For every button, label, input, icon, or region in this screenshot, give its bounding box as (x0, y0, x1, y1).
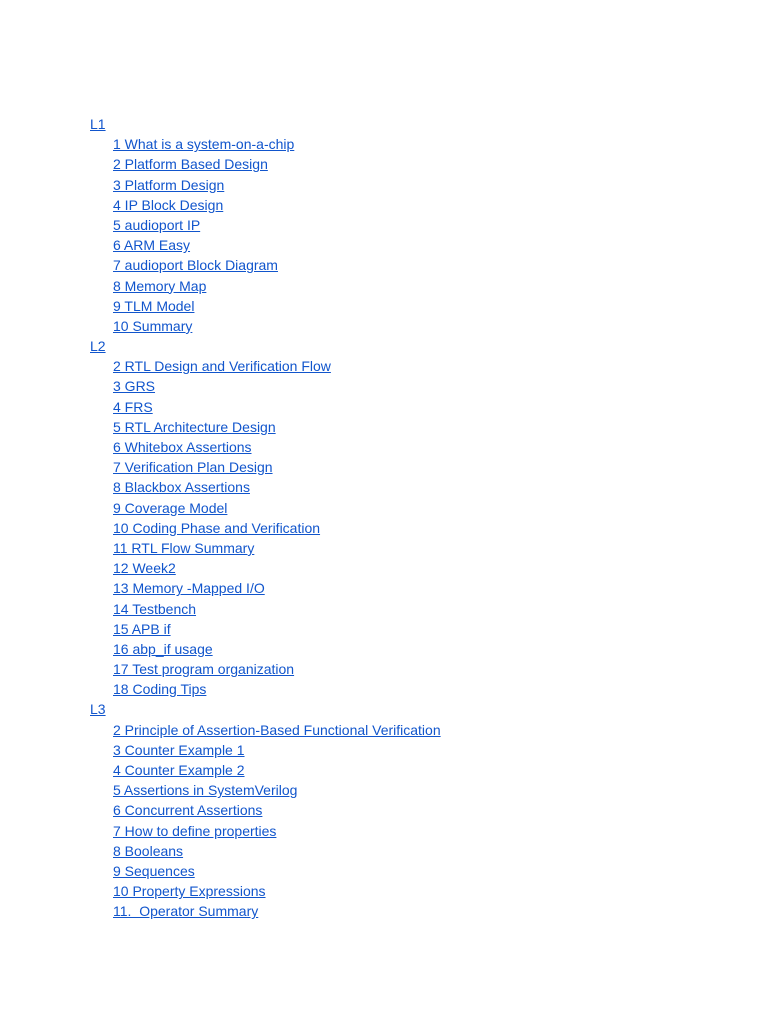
toc-link-item[interactable]: 2 RTL Design and Verification Flow (113, 358, 331, 375)
toc-link-item[interactable]: 8 Blackbox Assertions (113, 479, 250, 496)
toc-link-item[interactable]: 9 TLM Model (113, 297, 195, 314)
toc-link-item[interactable]: 3 Platform Design (113, 176, 225, 193)
toc-link-item[interactable]: 10 Coding Phase and Verification (113, 519, 321, 536)
toc-link-item[interactable]: 11 RTL Flow Summary (113, 539, 255, 556)
toc-link-item[interactable]: 1 What is a system-on-a-chip (113, 136, 295, 153)
toc-link-item[interactable]: 11. Operator Summary (113, 903, 259, 920)
toc-link-item[interactable]: 4 IP Block Design (113, 196, 224, 213)
toc-link-item[interactable]: 4 FRS (113, 398, 153, 415)
toc-link-item[interactable]: 3 Counter Example 1 (113, 741, 245, 758)
toc-link-item[interactable]: 13 Memory -Mapped I/O (113, 580, 265, 597)
toc-link-item[interactable]: 5 Assertions in SystemVerilog (113, 782, 298, 799)
toc-section-l3 (90, 699, 441, 921)
toc-link-item[interactable]: 5 audioport IP (113, 216, 201, 233)
toc-link-item[interactable]: 5 RTL Architecture Design (113, 418, 276, 435)
toc-link-item[interactable]: 7 Verification Plan Design (113, 459, 273, 476)
toc-link-item[interactable]: 10 Summary (113, 317, 193, 334)
toc-link-item[interactable]: 14 Testbench (113, 600, 197, 617)
toc-link-item[interactable]: 17 Test program organization (113, 661, 295, 678)
toc-link-item[interactable]: 2 Platform Based Design (113, 156, 268, 173)
toc-link-item[interactable]: 6 ARM Easy (113, 237, 191, 254)
toc-link-item[interactable]: 4 Counter Example 2 (113, 762, 245, 778)
toc-link-item[interactable]: 7 audioport Block Diagram (113, 257, 278, 274)
toc-link-item[interactable]: 9 Sequences (113, 862, 195, 879)
toc-link-item[interactable]: 9 Coverage Model (113, 499, 228, 516)
toc-link-item[interactable]: 8 Booleans (113, 842, 184, 859)
toc-link-item[interactable]: 18 Coding Tips (113, 681, 207, 698)
toc-link-item[interactable]: 10 Property Expressions (113, 883, 266, 900)
toc-section-l2 (90, 336, 441, 699)
toc-link-item[interactable]: 6 Concurrent Assertions (113, 802, 263, 819)
toc-link-item[interactable]: 3 GRS (113, 378, 156, 395)
toc-link-item[interactable]: 2 Principle of Assertion-Based Functional Verification (113, 721, 441, 738)
toc-link-item[interactable]: 7 How to define properties (113, 822, 277, 839)
toc-heading-link-l2[interactable]: L2 (90, 338, 106, 355)
toc-link-item[interactable]: 15 APB if (113, 620, 171, 637)
toc-link-item[interactable]: 6 Whitebox Assertions (113, 439, 252, 455)
toc-sublist-l3 (90, 720, 441, 922)
toc-sublist-l2 (90, 356, 441, 699)
toc-heading-link-l1[interactable]: L1 (90, 116, 106, 132)
toc-section-l1 (90, 114, 441, 336)
toc-link-item[interactable]: 16 abp_if usage (113, 640, 213, 657)
toc-sublist-l1 (90, 134, 441, 336)
toc-link-item[interactable]: 12 Week2 (113, 560, 176, 577)
toc-link-item[interactable]: 8 Memory Map (113, 277, 207, 294)
toc-heading-link-l3[interactable]: L3 (90, 701, 106, 718)
table-of-contents (90, 114, 441, 922)
